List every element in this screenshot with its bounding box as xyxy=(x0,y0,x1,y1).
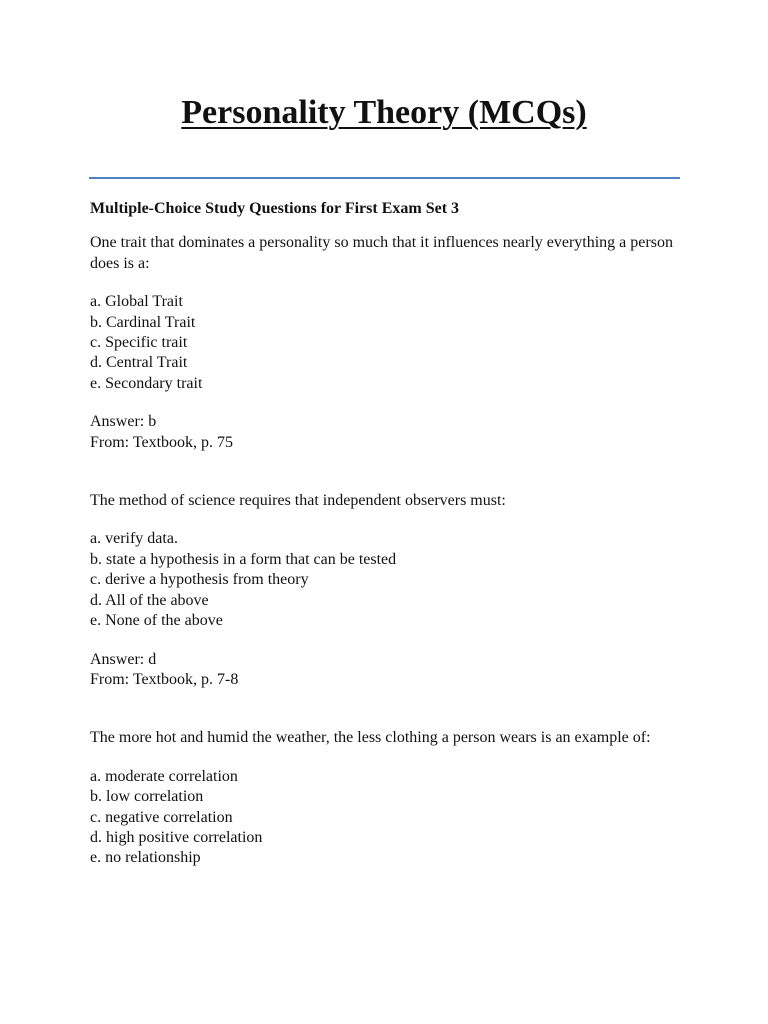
option-e: e. no relationship xyxy=(90,849,201,867)
source-reference: From: Textbook, p. 7-8 xyxy=(90,670,239,688)
option-c: c. negative correlation xyxy=(90,808,233,826)
option-list xyxy=(90,529,680,631)
question-spacer xyxy=(90,690,680,728)
option-a: a. moderate correlation xyxy=(90,767,238,785)
question-block-1 xyxy=(90,233,680,453)
option-list xyxy=(90,767,680,869)
option-b: b. Cardinal Trait xyxy=(90,313,196,331)
option-e: e. None of the above xyxy=(90,612,223,630)
answer-text: Answer: b xyxy=(90,413,157,431)
question-block-3 xyxy=(90,728,680,868)
page-title: Personality Theory (MCQs) xyxy=(181,94,587,131)
answer-text: Answer: d xyxy=(90,650,157,668)
horizontal-divider xyxy=(89,177,680,179)
document-body xyxy=(90,199,680,869)
option-a: a. verify data. xyxy=(90,530,178,548)
source-reference: From: Textbook, p. 75 xyxy=(90,433,234,451)
option-c: c. Specific trait xyxy=(90,334,188,352)
option-b: b. state a hypothesis in a form that can be tested xyxy=(90,550,397,568)
exam-set-heading: Multiple-Choice Study Questions for First Exam Set 3 xyxy=(90,200,460,217)
option-c: c. derive a hypothesis from theory xyxy=(90,571,309,589)
option-d: d. All of the above xyxy=(90,591,209,609)
option-a: a. Global Trait xyxy=(90,293,183,311)
option-e: e. Secondary trait xyxy=(90,374,203,392)
question-text: The method of science requires that independent observers must: xyxy=(90,492,506,510)
question-text: One trait that dominates a personality so much that it influences nearly everything a person does is a: xyxy=(90,234,673,272)
option-d: d. Central Trait xyxy=(90,354,188,372)
question-block-2 xyxy=(90,491,680,690)
option-list xyxy=(90,292,680,394)
answer-block xyxy=(90,650,680,691)
option-d: d. high positive correlation xyxy=(90,828,263,846)
question-spacer xyxy=(90,453,680,491)
answer-block xyxy=(90,412,680,453)
question-text: The more hot and humid the weather, the less clothing a person wears is an example of: xyxy=(90,729,651,747)
option-b: b. low correlation xyxy=(90,788,204,806)
